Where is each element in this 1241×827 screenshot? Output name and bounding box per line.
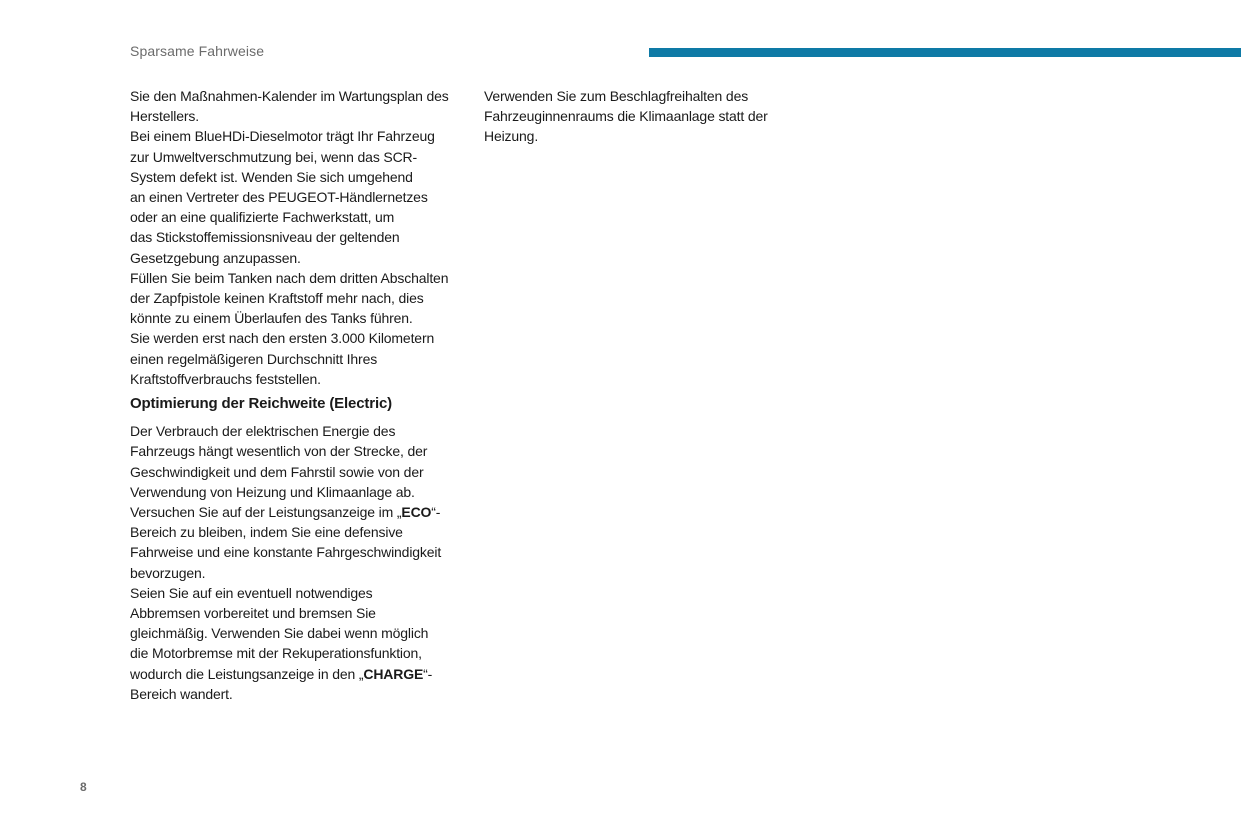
text-line: die Motorbremse mit der Rekuperationsfunktion, <box>130 645 422 662</box>
text-line: Sie werden erst nach den ersten 3.000 Kilometern <box>130 330 435 347</box>
text-line: Fahrweise und eine konstante Fahrgeschwindigkeit <box>130 544 442 561</box>
text-fragment: “- <box>423 665 433 682</box>
text-line: Kraftstoffverbrauchs feststellen. <box>130 370 321 387</box>
right-text-column <box>484 86 784 147</box>
text-line: könnte zu einem Überlaufen des Tanks führen. <box>130 310 413 327</box>
subsection-heading: Optimierung der Reichweite (Electric) <box>130 395 393 413</box>
text-line: das Stickstoffemissionsniveau der geltenden <box>130 229 400 246</box>
text-line: einen regelmäßigeren Durchschnitt Ihres <box>130 350 378 367</box>
text-line: Der Verbrauch der elektrischen Energie des <box>130 423 396 440</box>
text-line: Heizung. <box>484 128 539 145</box>
left-paragraph-group-b <box>130 421 470 704</box>
text-fragment: “- <box>431 504 441 521</box>
text-line: Bereich wandert. <box>130 685 233 702</box>
text-line: Herstellers. <box>130 108 199 125</box>
text-line: Seien Sie auf ein eventuell notwendiges <box>130 584 373 601</box>
text-line: Bereich zu bleiben, indem Sie eine defensive <box>130 524 403 541</box>
section-title: Sparsame Fahrweise <box>130 43 265 59</box>
text-line: Geschwindigkeit und dem Fahrstil sowie von der <box>130 463 424 480</box>
text-line: an einen Vertreter des PEUGEOT-Händlernetzes <box>130 189 428 206</box>
text-line: Bei einem BlueHDi-Dieselmotor trägt Ihr Fahrzeug <box>130 128 435 145</box>
text-line: System defekt ist. Wenden Sie sich umgehend <box>130 168 413 185</box>
text-line: der Zapfpistole keinen Kraftstoff mehr nach, dies <box>130 290 424 307</box>
text-line: oder an eine qualifizierte Fachwerkstatt, um <box>130 209 395 226</box>
text-line: Fahrzeuginnenraums die Klimaanlage statt der <box>484 108 768 125</box>
page-number: 8 <box>80 780 87 794</box>
header-accent-bar <box>649 48 1241 57</box>
text-line: bevorzugen. <box>130 564 206 581</box>
text-fragment: Versuchen Sie auf der Leistungsanzeige im „ <box>130 504 402 521</box>
text-line: Sie den Maßnahmen-Kalender im Wartungsplan des <box>130 88 449 104</box>
text-line: Fahrzeugs hängt wesentlich von der Strecke, der <box>130 443 428 460</box>
text-line: gleichmäßig. Verwenden Sie dabei wenn möglich <box>130 625 429 642</box>
text-line: Füllen Sie beim Tanken nach dem dritten Abschalten <box>130 269 449 286</box>
text-line: Abbremsen vorbereitet und bremsen Sie <box>130 605 376 622</box>
eco-text-line <box>130 502 470 522</box>
left-text-column <box>130 86 470 704</box>
eco-mode-label: ECO <box>401 504 432 521</box>
charge-text-line <box>130 664 470 684</box>
text-line: Verwenden Sie zum Beschlagfreihalten des <box>484 88 749 104</box>
text-line: Gesetzgebung anzupassen. <box>130 249 301 266</box>
text-line: Verwendung von Heizung und Klimaanlage ab. <box>130 483 415 500</box>
charge-mode-label: CHARGE <box>363 665 424 682</box>
text-line: zur Umweltverschmutzung bei, wenn das SCR- <box>130 148 418 165</box>
left-paragraph-group-a <box>130 86 470 389</box>
text-fragment: wodurch die Leistungsanzeige in den „ <box>130 665 364 682</box>
